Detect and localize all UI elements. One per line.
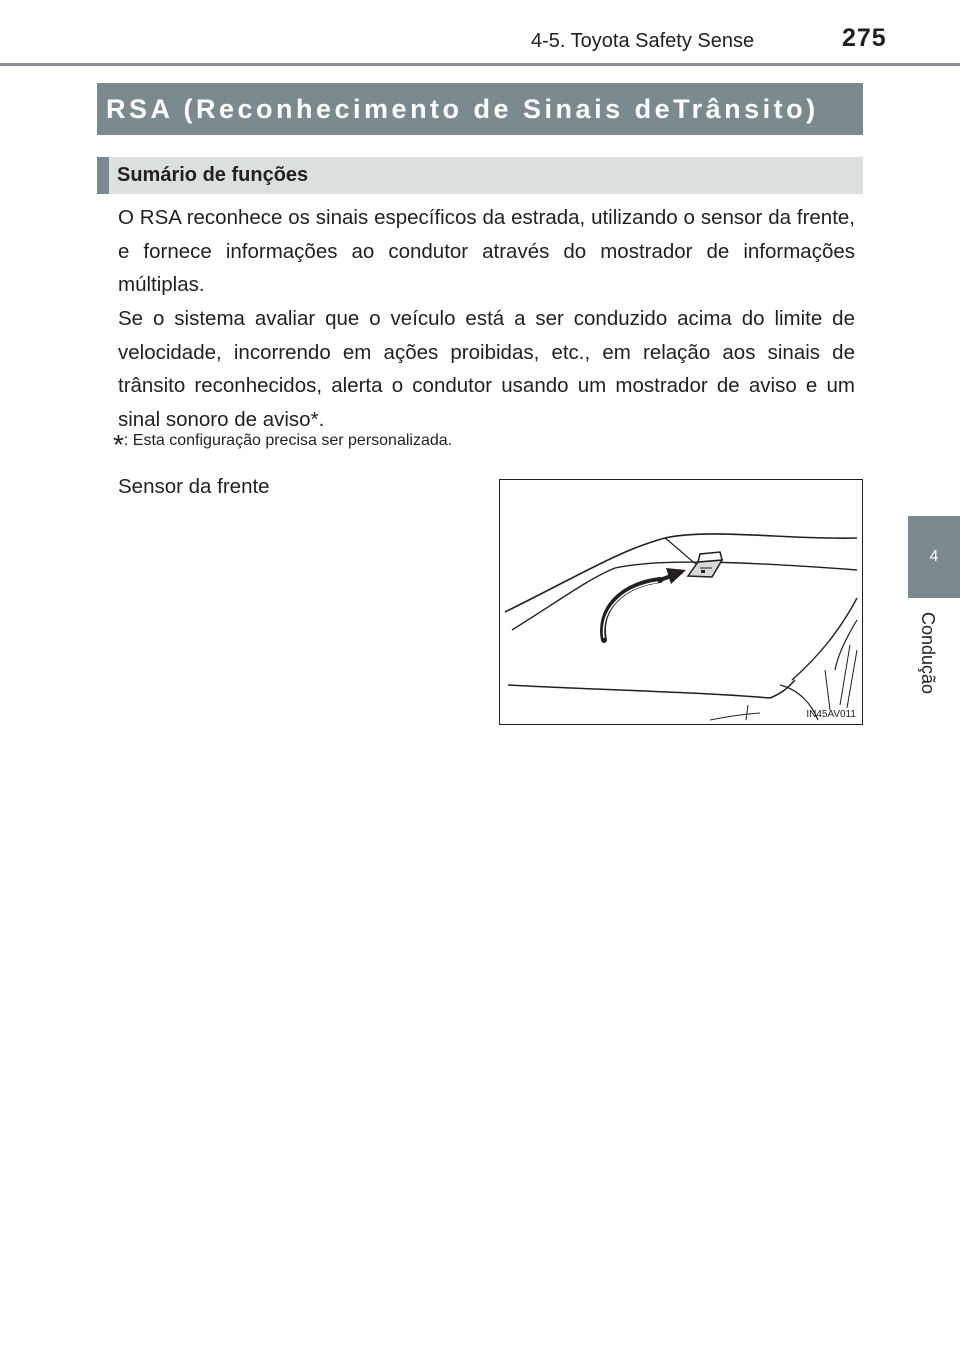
paragraph-1: O RSA reconhece os sinais específicos da estrada, utilizando o sensor da frente, e fornece informações ao condutor através do mostrador de informações múltiplas. bbox=[118, 206, 855, 296]
header-section-title: 4-5. Toyota Safety Sense bbox=[531, 30, 755, 52]
figure-label: Sensor da frente bbox=[118, 475, 270, 498]
footnote-marker: * bbox=[113, 429, 124, 460]
chapter-tab: 4 bbox=[908, 516, 960, 598]
sensor-illustration bbox=[499, 479, 863, 725]
figure-code: IN45AV011 bbox=[806, 709, 856, 720]
subsection-title: Sumário de funções bbox=[97, 157, 863, 194]
section-title: RSA (Reconhecimento de Sinais deTrânsito) bbox=[97, 83, 863, 135]
page-number: 275 bbox=[842, 24, 887, 52]
chapter-name: Condução bbox=[918, 612, 938, 695]
header-divider bbox=[0, 63, 960, 66]
paragraph-2: Se o sistema avaliar que o veículo está a ser conduzido acima do limite de velocidade, incorrendo em ações proibidas, etc., em relação aos sinais de trânsito reconhecidos, alerta o condutor usando um mostrador de aviso e um sinal sonoro de aviso*. bbox=[118, 307, 855, 431]
footnote bbox=[113, 429, 452, 461]
windshield-sensor-drawing bbox=[500, 480, 863, 725]
footnote-text: : Esta configuração precisa ser personalizada. bbox=[123, 432, 453, 449]
